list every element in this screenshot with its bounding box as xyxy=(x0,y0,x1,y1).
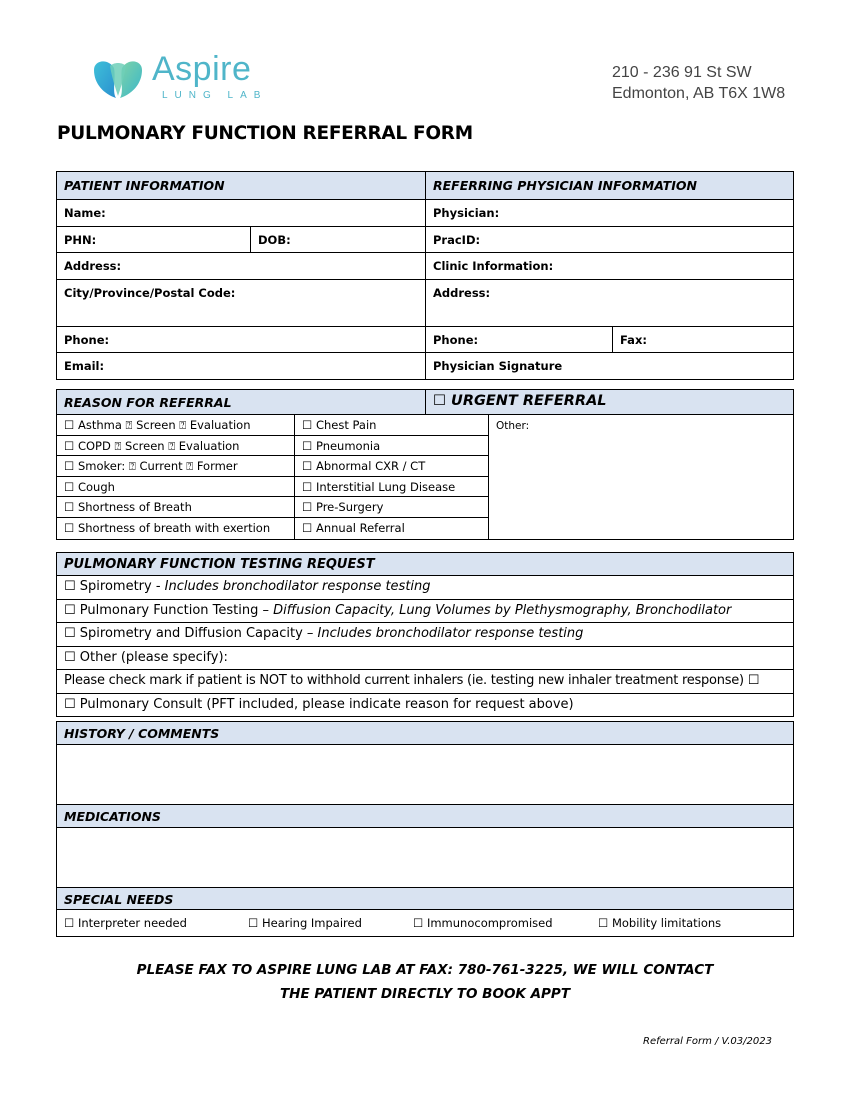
pft-option-spiro-diffusion-note: Includes bronchodilator response testing xyxy=(317,626,584,641)
reason-chest-pain[interactable]: ☐ Chest Pain xyxy=(295,415,488,436)
pft-option-spirometry[interactable] xyxy=(57,576,793,599)
physician-address-field[interactable]: Address: xyxy=(433,285,491,300)
phn-field[interactable]: PHN: xyxy=(57,227,251,253)
pft-request-section xyxy=(56,552,794,717)
aspire-logo xyxy=(90,52,270,106)
pft-option-spirometry-label: ☐ Spirometry - xyxy=(64,579,165,594)
form-title: PULMONARY FUNCTION REFERRAL FORM xyxy=(57,123,473,144)
address-line-2: Edmonton, AB T6X 1W8 xyxy=(612,85,786,102)
reason-copd[interactable]: ☐ COPD ⍰ Screen ⍰ Evaluation xyxy=(57,436,294,457)
pft-option-other[interactable]: ☐ Other (please specify): xyxy=(64,649,228,665)
pft-heading: PULMONARY FUNCTION TESTING REQUEST xyxy=(64,557,375,572)
need-mobility[interactable]: ☐ Mobility limitations xyxy=(598,916,722,930)
physician-phone-field[interactable]: Phone: xyxy=(426,327,613,353)
reason-asthma[interactable]: ☐ Asthma ⍰ Screen ⍰ Evaluation xyxy=(57,415,294,436)
medications-field[interactable] xyxy=(57,828,793,888)
history-comments-field[interactable] xyxy=(57,745,793,805)
reason-column-1 xyxy=(57,415,295,539)
need-immunocompromised[interactable]: ☐ Immunocompromised xyxy=(413,916,553,930)
physician-info-heading: REFERRING PHYSICIAN INFORMATION xyxy=(433,178,697,193)
history-heading: HISTORY / COMMENTS xyxy=(64,726,220,741)
patient-physician-section xyxy=(56,171,794,380)
pft-option-spiro-diffusion-label: ☐ Spirometry and Diffusion Capacity – xyxy=(64,626,318,641)
special-needs-heading: SPECIAL NEEDS xyxy=(64,892,174,907)
fax-instruction-line-1: PLEASE FAX TO ASPIRE LUNG LAB AT FAX: 780-761-3225, WE WILL CONTACT xyxy=(136,962,714,978)
reason-cough[interactable]: ☐ Cough xyxy=(57,477,294,498)
clinic-info-field[interactable]: Clinic Information: xyxy=(433,259,554,273)
pft-option-full-pft-label: ☐ Pulmonary Function Testing – xyxy=(64,602,274,618)
need-hearing-impaired[interactable]: ☐ Hearing Impaired xyxy=(248,916,362,930)
pft-option-full-pft-note: Diffusion Capacity, Lung Volumes by Plethysmography, Bronchodilator xyxy=(273,602,732,618)
pft-option-pulmonary-consult[interactable]: ☐ Pulmonary Consult (PFT included, please indicate reason for request above) xyxy=(64,696,574,712)
brand-name: Aspire xyxy=(152,50,252,88)
reason-annual[interactable]: ☐ Annual Referral xyxy=(302,520,405,535)
brand-subtitle: LUNG LAB xyxy=(162,90,268,101)
reason-sob-exertion[interactable]: ☐ Shortness of breath with exertion xyxy=(64,520,271,535)
patient-address-field[interactable]: Address: xyxy=(57,253,426,279)
reason-smoker[interactable]: ☐ Smoker: ⍰ Current ⍰ Former xyxy=(57,456,294,477)
reason-other-field[interactable]: Other: xyxy=(496,420,530,432)
reason-pneumonia[interactable]: ☐ Pneumonia xyxy=(295,436,488,457)
pft-option-spiro-diffusion[interactable] xyxy=(57,623,793,646)
reason-sob[interactable]: ☐ Shortness of Breath xyxy=(57,497,294,518)
city-postal-field[interactable]: City/Province/Postal Code: xyxy=(57,280,426,326)
fax-instruction-line-2: THE PATIENT DIRECTLY TO BOOK APPT xyxy=(279,986,571,1002)
patient-info-heading: PATIENT INFORMATION xyxy=(57,172,426,199)
history-medications-section xyxy=(56,721,794,937)
urgent-referral-checkbox[interactable]: ☐ URGENT REFERRAL xyxy=(433,393,607,409)
address-line-1: 210 - 236 91 St SW xyxy=(612,64,752,81)
need-interpreter[interactable]: ☐ Interpreter needed xyxy=(64,916,187,930)
reason-pre-surgery[interactable]: ☐ Pre-Surgery xyxy=(295,497,488,518)
patient-email-field[interactable]: Email: xyxy=(57,353,426,379)
clinic-address xyxy=(612,62,785,104)
pft-option-full-pft[interactable] xyxy=(57,600,793,623)
physician-fax-field[interactable]: Fax: xyxy=(620,332,647,347)
patient-name-field[interactable]: Name: xyxy=(57,200,426,226)
reason-ild[interactable]: ☐ Interstitial Lung Disease xyxy=(295,477,488,498)
physician-name-field[interactable]: Physician: xyxy=(433,206,500,220)
pft-option-no-withhold-inhalers[interactable]: Please check mark if patient is NOT to withhold current inhalers (ie. testing new inhaler treatment response) ☐ xyxy=(64,673,760,688)
pft-option-spirometry-note: Includes bronchodilator response testing xyxy=(164,579,431,594)
reason-heading: REASON FOR REFERRAL xyxy=(57,390,426,414)
special-needs-options xyxy=(57,910,793,936)
medications-heading: MEDICATIONS xyxy=(64,809,161,824)
prac-id-field[interactable]: PracID: xyxy=(433,232,481,247)
reason-for-referral-section xyxy=(56,389,794,540)
reason-column-2 xyxy=(295,415,489,539)
physician-signature-field[interactable]: Physician Signature xyxy=(433,359,563,373)
patient-phone-field[interactable]: Phone: xyxy=(57,327,426,353)
form-version: Referral Form / V.03/2023 xyxy=(643,1036,772,1047)
reason-abnormal-cxr[interactable]: ☐ Abnormal CXR / CT xyxy=(295,456,488,477)
dob-field[interactable]: DOB: xyxy=(251,227,426,253)
heart-lungs-icon xyxy=(90,56,146,104)
